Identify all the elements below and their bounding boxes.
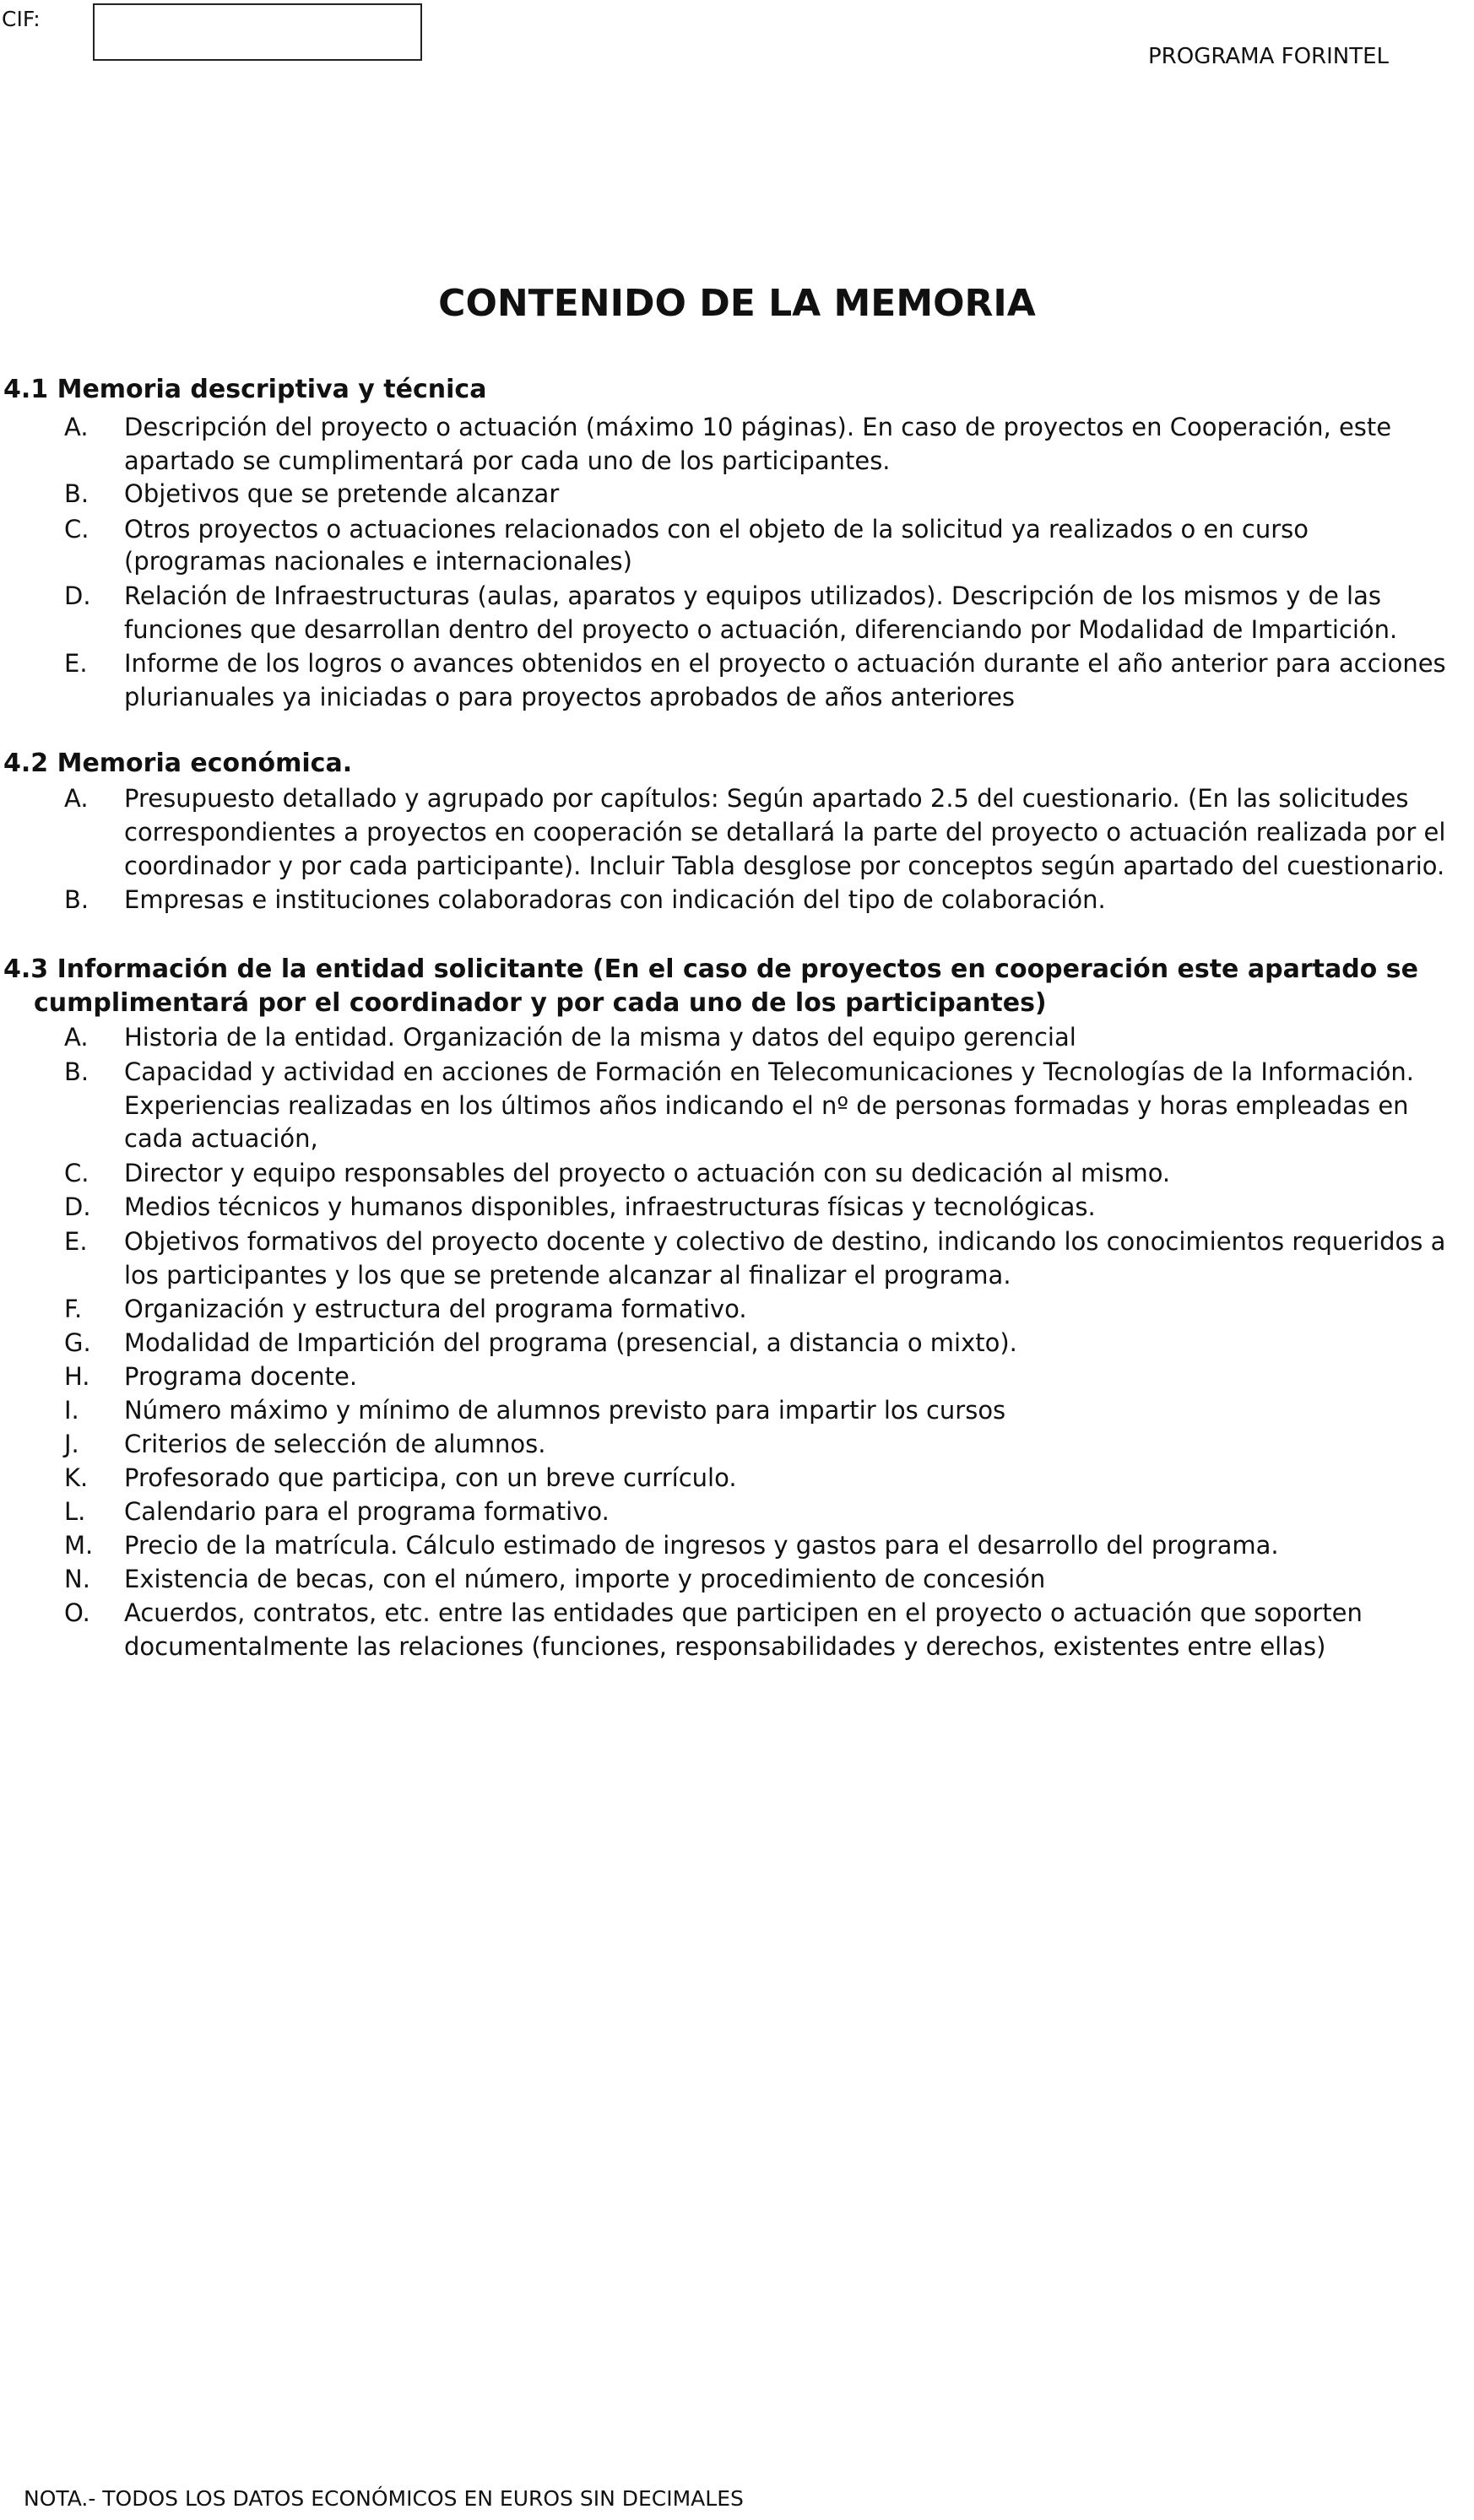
item-letter: G. xyxy=(64,1328,91,1357)
cif-field[interactable] xyxy=(93,3,422,61)
item-letter: D. xyxy=(64,581,91,610)
item-text: Modalidad de Impartición del programa (presencial, a distancia o mixto). xyxy=(124,1328,1017,1357)
item-letter: A. xyxy=(64,784,89,813)
item-letter: O. xyxy=(64,1598,90,1627)
item-letter: C. xyxy=(64,515,89,543)
item-text: Medios técnicos y humanos disponibles, infraestructuras físicas y tecnológicas. xyxy=(124,1192,1096,1221)
item-text: Informe de los logros o avances obtenidos en el proyecto o actuación durante el año anterior para acciones xyxy=(124,649,1446,678)
item-text: Precio de la matrícula. Cálculo estimado de ingresos y gastos para el desarrollo del programa. xyxy=(124,1531,1279,1560)
item-text: Experiencias realizadas en los últimos años indicando el nº de personas formadas y horas empleadas en xyxy=(124,1091,1409,1120)
item-letter: B. xyxy=(64,479,89,508)
item-text: Número máximo y mínimo de alumnos previsto para impartir los cursos xyxy=(124,1396,1006,1425)
item-letter: E. xyxy=(64,649,88,678)
item-letter: C. xyxy=(64,1159,89,1187)
item-text: cada actuación, xyxy=(124,1124,318,1153)
section-heading: 4.1 Memoria descriptiva y técnica xyxy=(3,375,487,404)
item-text: Objetivos formativos del proyecto docente y colectivo de destino, indicando los conocimientos requeridos a xyxy=(124,1227,1446,1256)
item-text: funciones que desarrollan dentro del proyecto o actuación, diferenciando por Modalidad de Impartición. xyxy=(124,615,1398,644)
item-text: Objetivos que se pretende alcanzar xyxy=(124,479,560,508)
item-text: plurianuales ya iniciadas o para proyectos aprobados de años anteriores xyxy=(124,683,1016,711)
item-text: Relación de Infraestructuras (aulas, aparatos y equipos utilizados). Descripción de los mismos y de las xyxy=(124,581,1381,610)
item-text: los participantes y los que se pretende alcanzar al finalizar el programa. xyxy=(124,1261,1011,1290)
item-letter: F. xyxy=(64,1295,83,1323)
item-text: Historia de la entidad. Organización de la misma y datos del equipo gerencial xyxy=(124,1023,1076,1052)
item-text: Presupuesto detallado y agrupado por capítulos: Según apartado 2.5 del cuestionario. (En las solicitudes xyxy=(124,784,1409,813)
section-heading: 4.2 Memoria económica. xyxy=(3,749,353,778)
section-heading: 4.3 Información de la entidad solicitante (En el caso de proyectos en cooperación este apartado se xyxy=(3,954,1418,984)
item-text: Criterios de selección de alumnos. xyxy=(124,1430,546,1458)
item-letter: J. xyxy=(64,1430,79,1458)
item-letter: D. xyxy=(64,1192,91,1221)
item-text: (programas nacionales e internacionales) xyxy=(124,547,632,576)
item-text: Acuerdos, contratos, etc. entre las entidades que participen en el proyecto o actuación que soporten xyxy=(124,1598,1363,1627)
item-text: Programa docente. xyxy=(124,1362,358,1391)
page-title: CONTENIDO DE LA MEMORIA xyxy=(438,282,1036,325)
section-heading-continuation: cumplimentará por el coordinador y por cada uno de los participantes) xyxy=(34,988,1047,1018)
item-letter: H. xyxy=(64,1362,90,1391)
cif-label: CIF: xyxy=(2,7,41,31)
item-text: Director y equipo responsables del proyecto o actuación con su dedicación al mismo. xyxy=(124,1159,1171,1187)
item-letter: I. xyxy=(64,1396,79,1425)
footer-note: NOTA.- TODOS LOS DATOS ECONÓMICOS EN EUROS SIN DECIMALES xyxy=(24,2486,744,2511)
item-text: Otros proyectos o actuaciones relacionados con el objeto de la solicitud ya realizados o en curso xyxy=(124,515,1309,543)
item-text: documentalmente las relaciones (funciones, responsabilidades y derechos, existentes entre ellas) xyxy=(124,1632,1326,1661)
item-letter: A. xyxy=(64,413,89,441)
item-letter: M. xyxy=(64,1531,94,1560)
item-text: Profesorado que participa, con un breve currículo. xyxy=(124,1463,737,1492)
item-text: Empresas e instituciones colaboradoras con indicación del tipo de colaboración. xyxy=(124,885,1106,914)
item-text: Descripción del proyecto o actuación (máximo 10 páginas). En caso de proyectos en Cooperación, este xyxy=(124,413,1392,441)
item-text: Organización y estructura del programa formativo. xyxy=(124,1295,747,1323)
program-label: PROGRAMA FORINTEL xyxy=(1148,44,1390,69)
item-letter: L. xyxy=(64,1497,86,1526)
item-letter: E. xyxy=(64,1227,88,1256)
item-text: Calendario para el programa formativo. xyxy=(124,1497,610,1526)
item-letter: B. xyxy=(64,885,89,914)
item-text: correspondientes a proyectos en cooperación se detallará la parte del proyecto o actuación realizada por el xyxy=(124,818,1446,846)
item-text: Capacidad y actividad en acciones de Formación en Telecomunicaciones y Tecnologías de la Información. xyxy=(124,1057,1414,1086)
item-letter: N. xyxy=(64,1565,90,1593)
item-text: apartado se cumplimentará por cada uno de los participantes. xyxy=(124,446,891,475)
item-letter: A. xyxy=(64,1023,89,1052)
item-text: coordinador y por cada participante). Incluir Tabla desglose por conceptos según apartado del cuestionario. xyxy=(124,852,1445,880)
item-letter: K. xyxy=(64,1463,89,1492)
item-letter: B. xyxy=(64,1057,89,1086)
item-text: Existencia de becas, con el número, importe y procedimiento de concesión xyxy=(124,1565,1046,1593)
